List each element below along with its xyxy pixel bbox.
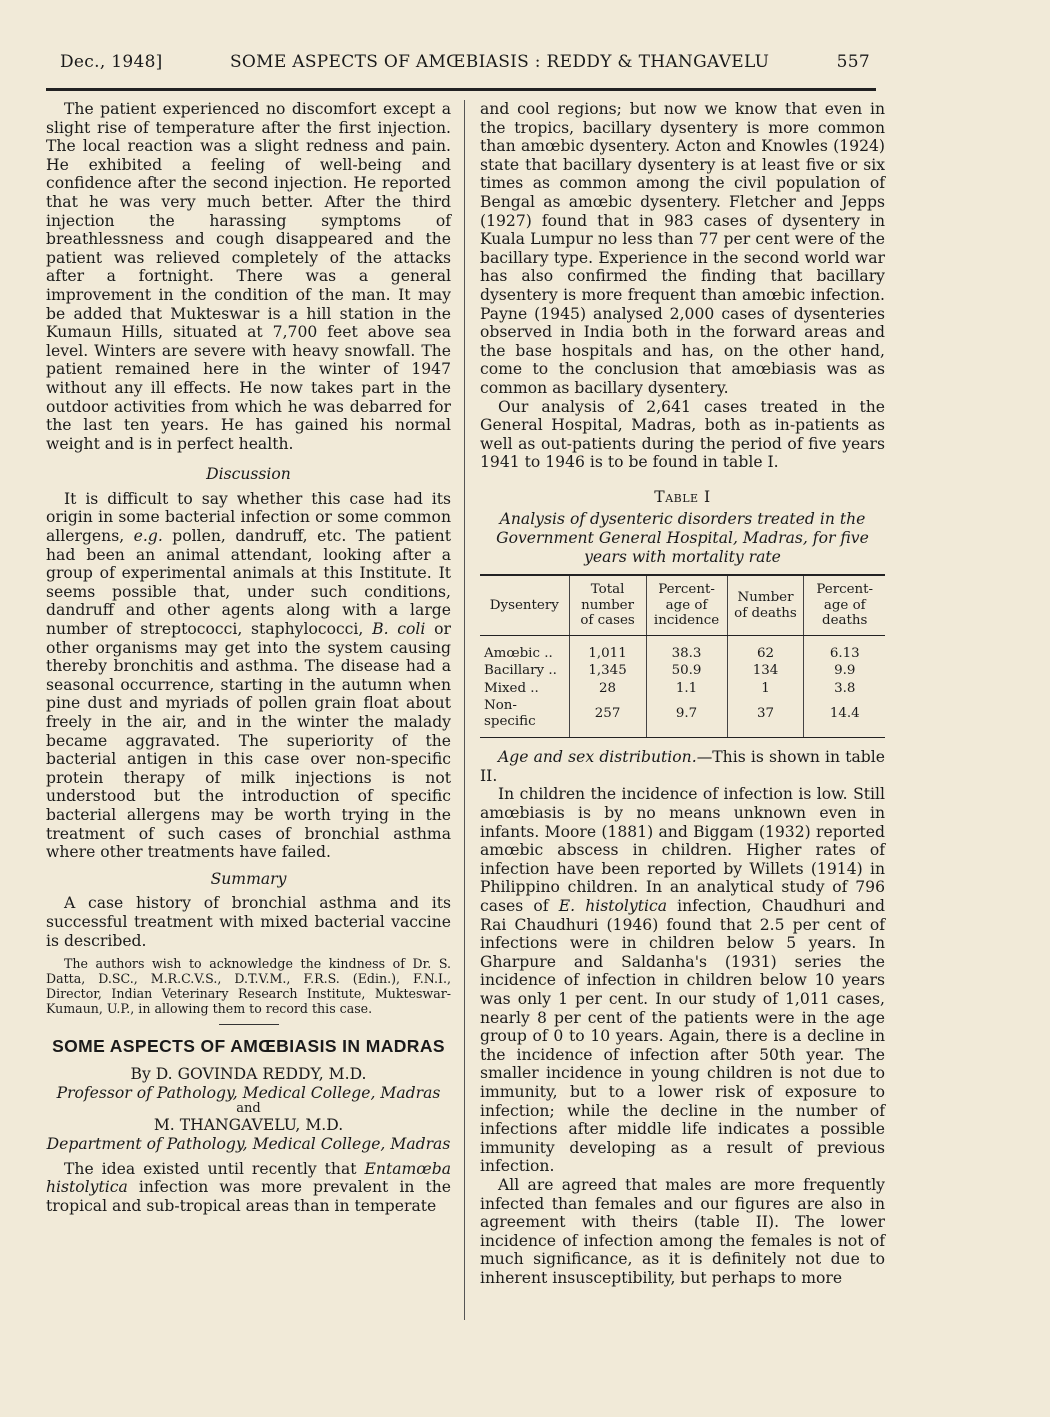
acknowledgement: The authors wish to acknowledge the kindness of Dr. S. Datta, D.SC., M.R.C.V.S., D.T.V.M., F.R.S. (Edin.), F.N.I., Director, Indian Veterinary Research Institute, Mukteswar-Kumaun, U.P., in allowing them to record this case. (46, 956, 451, 1017)
table-caption: Analysis of dysenteric disorders treated in the Government General Hospital, Madras, for five years with mortality rate (496, 510, 869, 566)
summary-paragraph: A case history of bronchial asthma and its successful treatment with mixed bacterial vaccine is described. (46, 894, 451, 950)
cell-total: 257 (569, 697, 646, 738)
dysentery-table (480, 574, 885, 738)
header-number-deaths: Number of deaths (727, 575, 804, 635)
table-header-row (480, 575, 885, 635)
header-rule (46, 88, 876, 91)
intro-paragraph (46, 1160, 451, 1216)
discussion-heading: Discussion (206, 465, 291, 484)
affiliation-2: Department of Pathology, Medical College, Madras (46, 1134, 451, 1153)
cell-deaths: 62 (727, 635, 804, 662)
sex-paragraph: All are agreed that males are more frequently infected than females and our figures are also in agreement with theirs (table II). The lower incidence of infection among the females is not of much significance, as it is definitely not due to inherent insusceptibility, but perhaps to more (480, 1175, 885, 1287)
discussion-paragraph (46, 490, 451, 862)
right-column (480, 100, 885, 1287)
continued-paragraph: and cool regions; but now we know that even in the tropics, bacillary dysentery is more common than amœbic dysentery. Acton and Knowles (1924) state that bacillary dysentery is at least five or six times as common among the civil population of Bengal as amœbic dysentery. Fletcher and Jepps (1927) found that in 983 cases of dysentery in Kuala Lumpur no less than 77 per cent were of the bacillary type. Experience in the second world war has also confirmed the finding that bacillary dysentery is more frequent than amœbic infection. Payne (1945) analysed 2,000 cases of dysenteries observed in India both in the forward areas and the base hospitals and has, on the other hand, come to the conclusion that amœbiasis was as common as bacillary dysentery. (480, 100, 885, 397)
children-text-b: infection, Chaudhuri and Rai Chaudhuri (1946) found that 2.5 per cent of infections were in children below 5 years. In Gharpure and Saldanha's (1931) series the incidence of infection in children below 10 years was only 1 per cent. In our study of 1,011 cases, nearly 8 per cent of the patients were in the age group of 0 to 10 years. Again, there is a decline in the incidence of infection after 50th year. The smaller incidence in young children is not due to immunity, but to a lower risk of exposure to infection; while the decline in the number of infections after middle life indicates a possible immunity developing as a result of previous infection. (480, 897, 885, 1176)
discussion-eg: e.g. (133, 527, 163, 546)
table-title: Table I (654, 487, 711, 506)
header-percent-deaths: Percent-age of deaths (804, 575, 885, 635)
age-sex-text: —This is shown in table II. (480, 748, 885, 785)
children-organism: E. histolytica (558, 897, 667, 915)
table-row (480, 662, 885, 680)
cell-total: 1,011 (569, 635, 646, 662)
intro-organism: Entamœba histolytica (46, 1159, 451, 1197)
children-text-a: In children the incidence of infection is low. Still amœbiasis is by no means unknown even in infants. Moore (1881) and Biggam (1932) reported amœbic abscess in children. Higher rates of infection have been reported by Willets (1914) in Philippino children. In an analytical study of 796 cases of (480, 785, 885, 915)
header-dysentery: Dysentery (480, 575, 569, 635)
cell-incidence: 38.3 (646, 635, 727, 662)
intro-text-a: The idea existed until recently that (64, 1159, 365, 1178)
cell-incidence: 50.9 (646, 662, 727, 680)
analysis-paragraph: Our analysis of 2,641 cases treated in the General Hospital, Madras, both as in-patients as well as out-patients during the period of five years 1941 to 1946 is to be found in table I. (480, 397, 885, 472)
affiliation-1: Professor of Pathology, Medical College, Madras (56, 1083, 441, 1102)
author-conjunction: and (236, 1101, 261, 1117)
case-paragraph: The patient experienced no discomfort except a slight rise of temperature after the first injection. The local reaction was a slight redness and pain. He exhibited a feeling of well-being and confidence after the second injection. He reported that he was very much better. After the third injection the harassing symptoms of breathlessness and cough disappeared and the patient was relieved completely of the attacks after a fortnight. There was a general improvement in the condition of the man. It may be added that Mukteswar is a hill station in the Kumaun Hills, situated at 7,700 feet above sea level. Winters are severe with heavy snowfall. The patient remained here in the winter of 1947 without any ill effects. He now takes part in the outdoor activities from which he was debarred for the last ten years. He has gained his normal weight and is in perfect health. (46, 100, 451, 453)
header-percent-incidence: Percent-age of incidence (646, 575, 727, 635)
page-number: 557 (836, 52, 870, 72)
children-paragraph (480, 785, 885, 1175)
author-1: By D. GOVINDA REDDY, M.D. (130, 1065, 367, 1084)
section-rule (219, 1024, 279, 1025)
column-divider (464, 100, 465, 1320)
header-total-cases: Total number of cases (569, 575, 646, 635)
cell-incidence: 1.1 (646, 680, 727, 698)
discussion-text-b: pollen, dandruff, etc. The patient had been an animal attendant, looking after a group of experimental animals at this Institute. It seems possible that, under such conditions, dandruff and other agents along with a large number of streptococci, staphylococci, (46, 527, 451, 639)
header-date: Dec., 1948] (60, 52, 163, 72)
table-row (480, 635, 885, 662)
discussion-text-c: or other organisms may get into the system causing thereby bronchitis and asthma. The disease had a seasonal occurrence, starting in the autumn when pine dust and myriads of pollen grain float about freely in the air, and in the winter the malady became aggravated. The superiority of the bacterial antigen in this case over non-specific protein therapy of milk injections is not understood but the introduction of specific bacterial allergens may be worth trying in the treatment of such cases of bronchial asthma where other treatments have failed. (46, 620, 451, 862)
age-sex-heading: Age and sex distribution. (498, 748, 697, 767)
discussion-text-a: It is difficult to say whether this case had its origin in some bacterial infection or some common allergens, (46, 489, 451, 546)
table-row (480, 680, 885, 698)
header-title: SOME ASPECTS OF AMŒBIASIS : REDDY & THANGAVELU (229, 52, 770, 72)
left-column (46, 100, 451, 1215)
table-row (480, 697, 885, 738)
age-sex-paragraph (480, 748, 885, 785)
cell-death-rate: 3.8 (804, 680, 885, 698)
intro-text-b: infection was more prevalent in the tropical and sub-tropical areas than in temperate (46, 1178, 451, 1215)
cell-total: 1,345 (569, 662, 646, 680)
discussion-bcoli: B. coli (372, 620, 426, 639)
article-title: SOME ASPECTS OF AMŒBIASIS IN MADRAS (52, 1036, 445, 1057)
cell-deaths: 134 (727, 662, 804, 680)
cell-incidence: 9.7 (646, 697, 727, 738)
running-header (60, 52, 870, 84)
summary-heading: Summary (210, 869, 287, 888)
cell-type: Non-specific (480, 697, 569, 738)
cell-deaths: 1 (727, 680, 804, 698)
cell-deaths: 37 (727, 697, 804, 738)
cell-type: Mixed .. (484, 680, 539, 696)
cell-type: Amœbic .. (484, 645, 553, 661)
cell-death-rate: 14.4 (804, 697, 885, 738)
cell-death-rate: 6.13 (804, 635, 885, 662)
cell-type: Bacillary .. (484, 663, 557, 679)
author-2: M. THANGAVELU, M.D. (153, 1116, 344, 1135)
cell-death-rate: 9.9 (804, 662, 885, 680)
cell-total: 28 (569, 680, 646, 698)
